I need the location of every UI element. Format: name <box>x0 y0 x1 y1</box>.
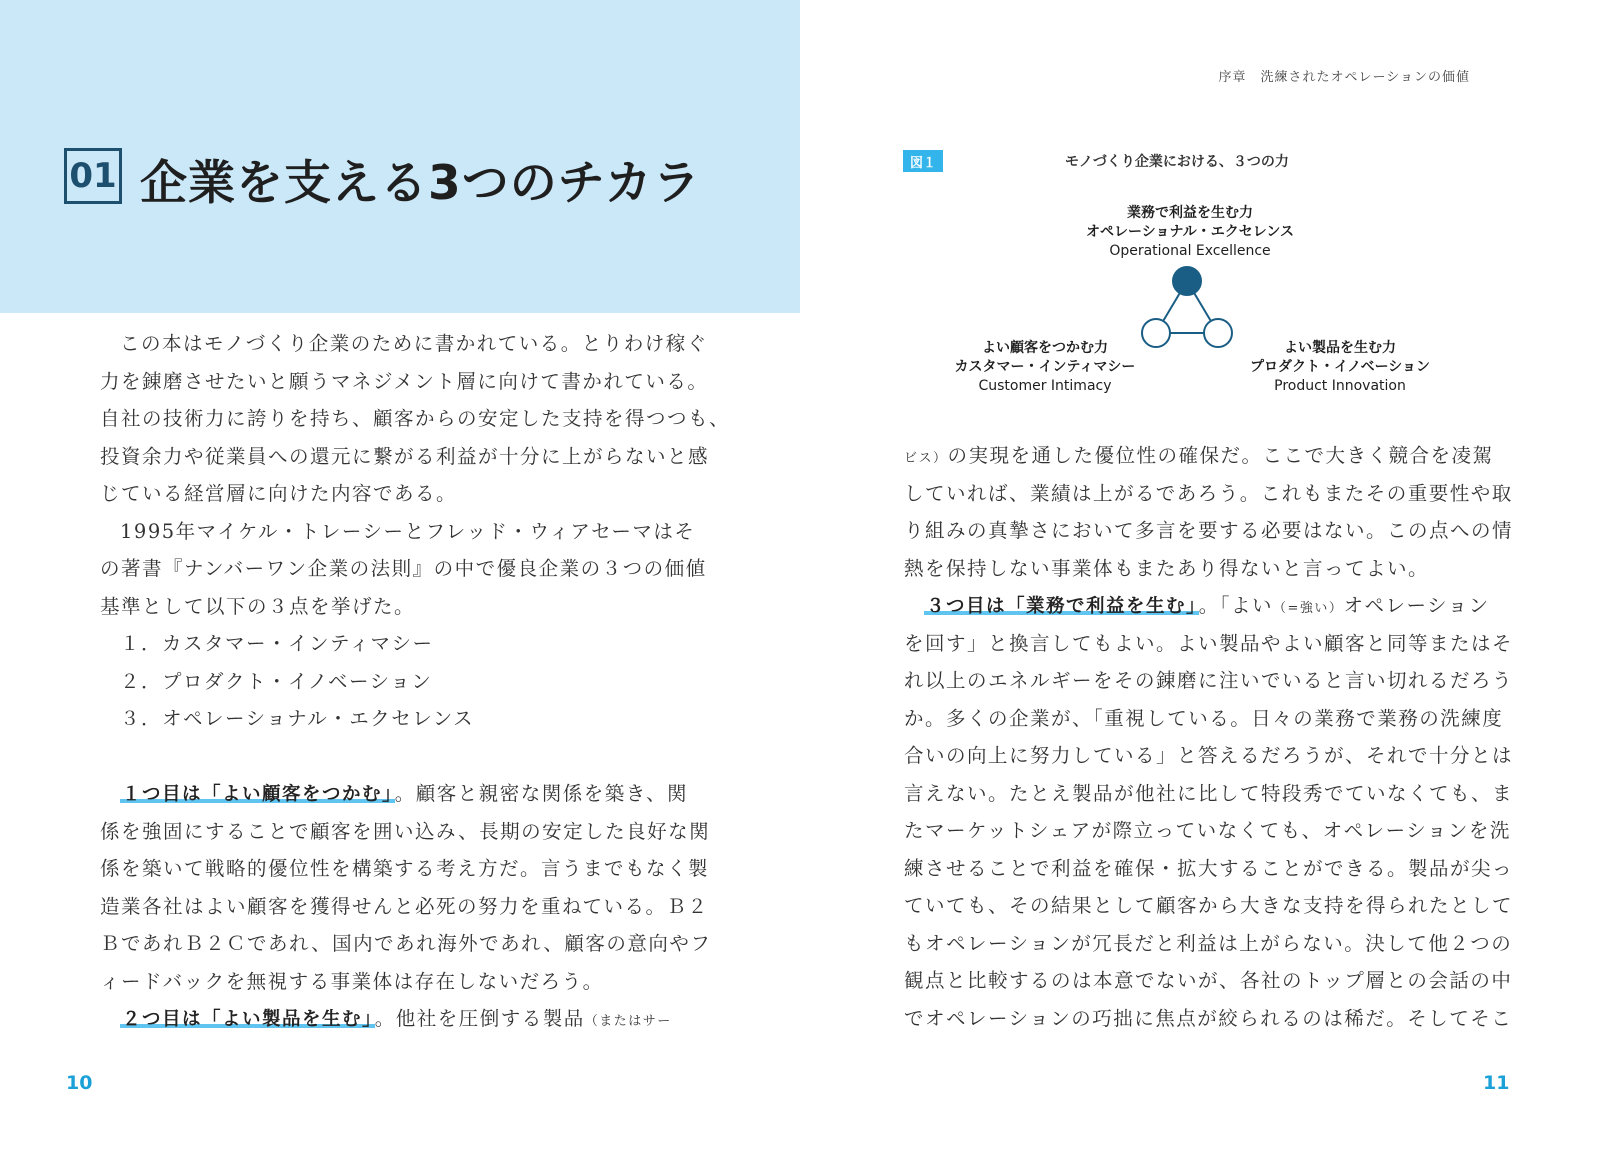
node-operational-excellence <box>1173 267 1201 295</box>
text-line: の著書『ナンバーワン企業の法則』の中で優良企業の３つの価値 <box>100 557 707 580</box>
highlighted-phrase: １つ目は「よい顧客をつかむ」 <box>122 784 393 805</box>
list-item: １．カスタマー・インティマシー <box>120 632 434 655</box>
left-body-text <box>100 325 731 1038</box>
text-line: たマーケットシェアが際立っていなくても、オペレーションを洗 <box>904 819 1511 842</box>
small-text: ビス） <box>904 451 948 466</box>
text-span: 。他社を圧倒する製品 <box>374 1007 585 1030</box>
text-line: 練させることで利益を確保・拡大することができる。製品が尖っ <box>904 856 1514 880</box>
text-line <box>904 437 1494 475</box>
figure-badge: 図１ <box>903 150 943 172</box>
label-jp: よい製品を生む力 <box>1284 340 1396 356</box>
text-line: 観点と比較するのは本意でないが、各社のトップ層との会話の中 <box>904 969 1513 992</box>
text-line: していれば、業績は上がるであろう。これもまたその重要性や取 <box>904 481 1513 505</box>
label-kana: オペレーショナル・エクセレンス <box>1086 224 1294 240</box>
figure-label-right <box>1215 339 1465 396</box>
list-item: ３．オペレーショナル・エクセレンス <box>120 707 475 730</box>
text-line: を回す」と換言してもよい。よい製品やよい顧客と同等またはそ <box>904 631 1514 655</box>
text-line: ていても、その結果として顧客から大きな支持を得られたとして <box>904 894 1514 917</box>
highlighted-phrase: ３つ目は「業務で利益を生む」 <box>926 596 1197 617</box>
right-page <box>800 0 1600 1173</box>
text-line: 1995年マイケル・トレーシーとフレッド・ウィアセーマはそ <box>120 519 696 543</box>
text-line: 言えない。たとえ製品が他社に比して特段秀でていなくても、ま <box>904 781 1514 805</box>
text-span: オペレーション <box>1343 594 1490 617</box>
text-line: 自社の技術力に誇りを持ち、顧客からの安定した支持を得つつも、 <box>100 407 731 430</box>
right-body-text <box>904 437 1514 1037</box>
page-number: 10 <box>66 1072 93 1094</box>
figure-title: モノづくり企業における、３つの力 <box>1065 154 1289 170</box>
chapter-title: 企業を支える3つのチカラ <box>140 156 701 211</box>
highlighted-phrase: ２つ目は「よい製品を生む」 <box>122 1009 373 1030</box>
text-line: 基準として以下の３点を挙げた。 <box>100 594 416 618</box>
text-line: ィードバックを無視する事業体は存在しないだろう。 <box>100 969 604 993</box>
chapter-header-panel <box>0 0 800 313</box>
triangle-diagram <box>1135 265 1235 350</box>
figure-label-top <box>1035 204 1345 261</box>
label-en: Operational Excellence <box>1109 243 1271 259</box>
text-line: れ以上のエネルギーをその錬磨に注いでいると言い切れるだろう <box>904 669 1514 692</box>
text-line: じている経営層に向けた内容である。 <box>100 482 458 505</box>
text-line <box>904 587 1490 625</box>
label-en: Product Innovation <box>1274 378 1406 394</box>
text-span: の実現を通した優位性の確保だ。ここで大きく競合を凌駕 <box>947 444 1494 467</box>
text-line: ＢであれＢ２Ｃであれ、国内であれ海外であれ、顧客の意向やフ <box>100 932 712 955</box>
text-line <box>100 1000 680 1038</box>
text-span: 。顧客と親密な関係を築き、関 <box>394 782 688 805</box>
label-kana: カスタマー・インティマシー <box>954 359 1136 375</box>
text-span: 。「よい <box>1198 594 1274 617</box>
small-text: （=強い） <box>1273 601 1344 616</box>
figure-label-left <box>920 339 1170 396</box>
label-kana: プロダクト・イノベーション <box>1249 359 1431 375</box>
text-line: この本はモノづくり企業のために書かれている。とりわけ稼ぐ <box>120 332 708 355</box>
text-line: 係を築いて戦略的優位性を構築する考え方だ。言うまでもなく製 <box>100 857 710 880</box>
text-line: でオペレーションの巧拙に焦点が絞られるのは稀だ。そしてそこ <box>904 1006 1513 1030</box>
text-line: 造業各社はよい顧客を獲得せんと必死の努力を重ねている。Ｂ２ <box>100 894 709 918</box>
text-line <box>100 775 688 813</box>
label-jp: 業務で利益を生む力 <box>1127 205 1253 221</box>
text-line: 係を強固にすることで顧客を囲い込み、長期の安定した良好な関 <box>100 819 711 843</box>
text-line: 投資余力や従業員への還元に繋がる利益が十分に上がらないと感 <box>100 444 710 468</box>
running-head: 序章 洗練されたオペレーションの価値 <box>1218 70 1470 85</box>
label-en: Customer Intimacy <box>978 378 1112 394</box>
text-line: もオペレーションが冗長だと利益は上がらない。決して他２つの <box>904 931 1513 955</box>
small-text: （またはサー <box>584 1014 672 1029</box>
text-line: 力を錬磨させたいと願うマネジメント層に向けて書かれている。 <box>100 369 709 393</box>
page-number: 11 <box>1483 1072 1510 1094</box>
text-line: 合いの向上に努力している」と答えるだろうが、それで十分とは <box>904 744 1514 767</box>
text-line: か。多くの企業が、「重視している。日々の業務で業務の洗練度 <box>904 706 1504 730</box>
chapter-number: 01 <box>64 148 122 204</box>
text-line: り組みの真摯さにおいて多言を要する必要はない。この点への情 <box>904 519 1514 542</box>
list-item: ２．プロダクト・イノベーション <box>120 669 433 693</box>
paragraph-gap <box>100 738 680 776</box>
label-jp: よい顧客をつかむ力 <box>982 340 1108 356</box>
text-line: 熱を保持しない事業体もまたあり得ないと言ってよい。 <box>904 556 1430 580</box>
